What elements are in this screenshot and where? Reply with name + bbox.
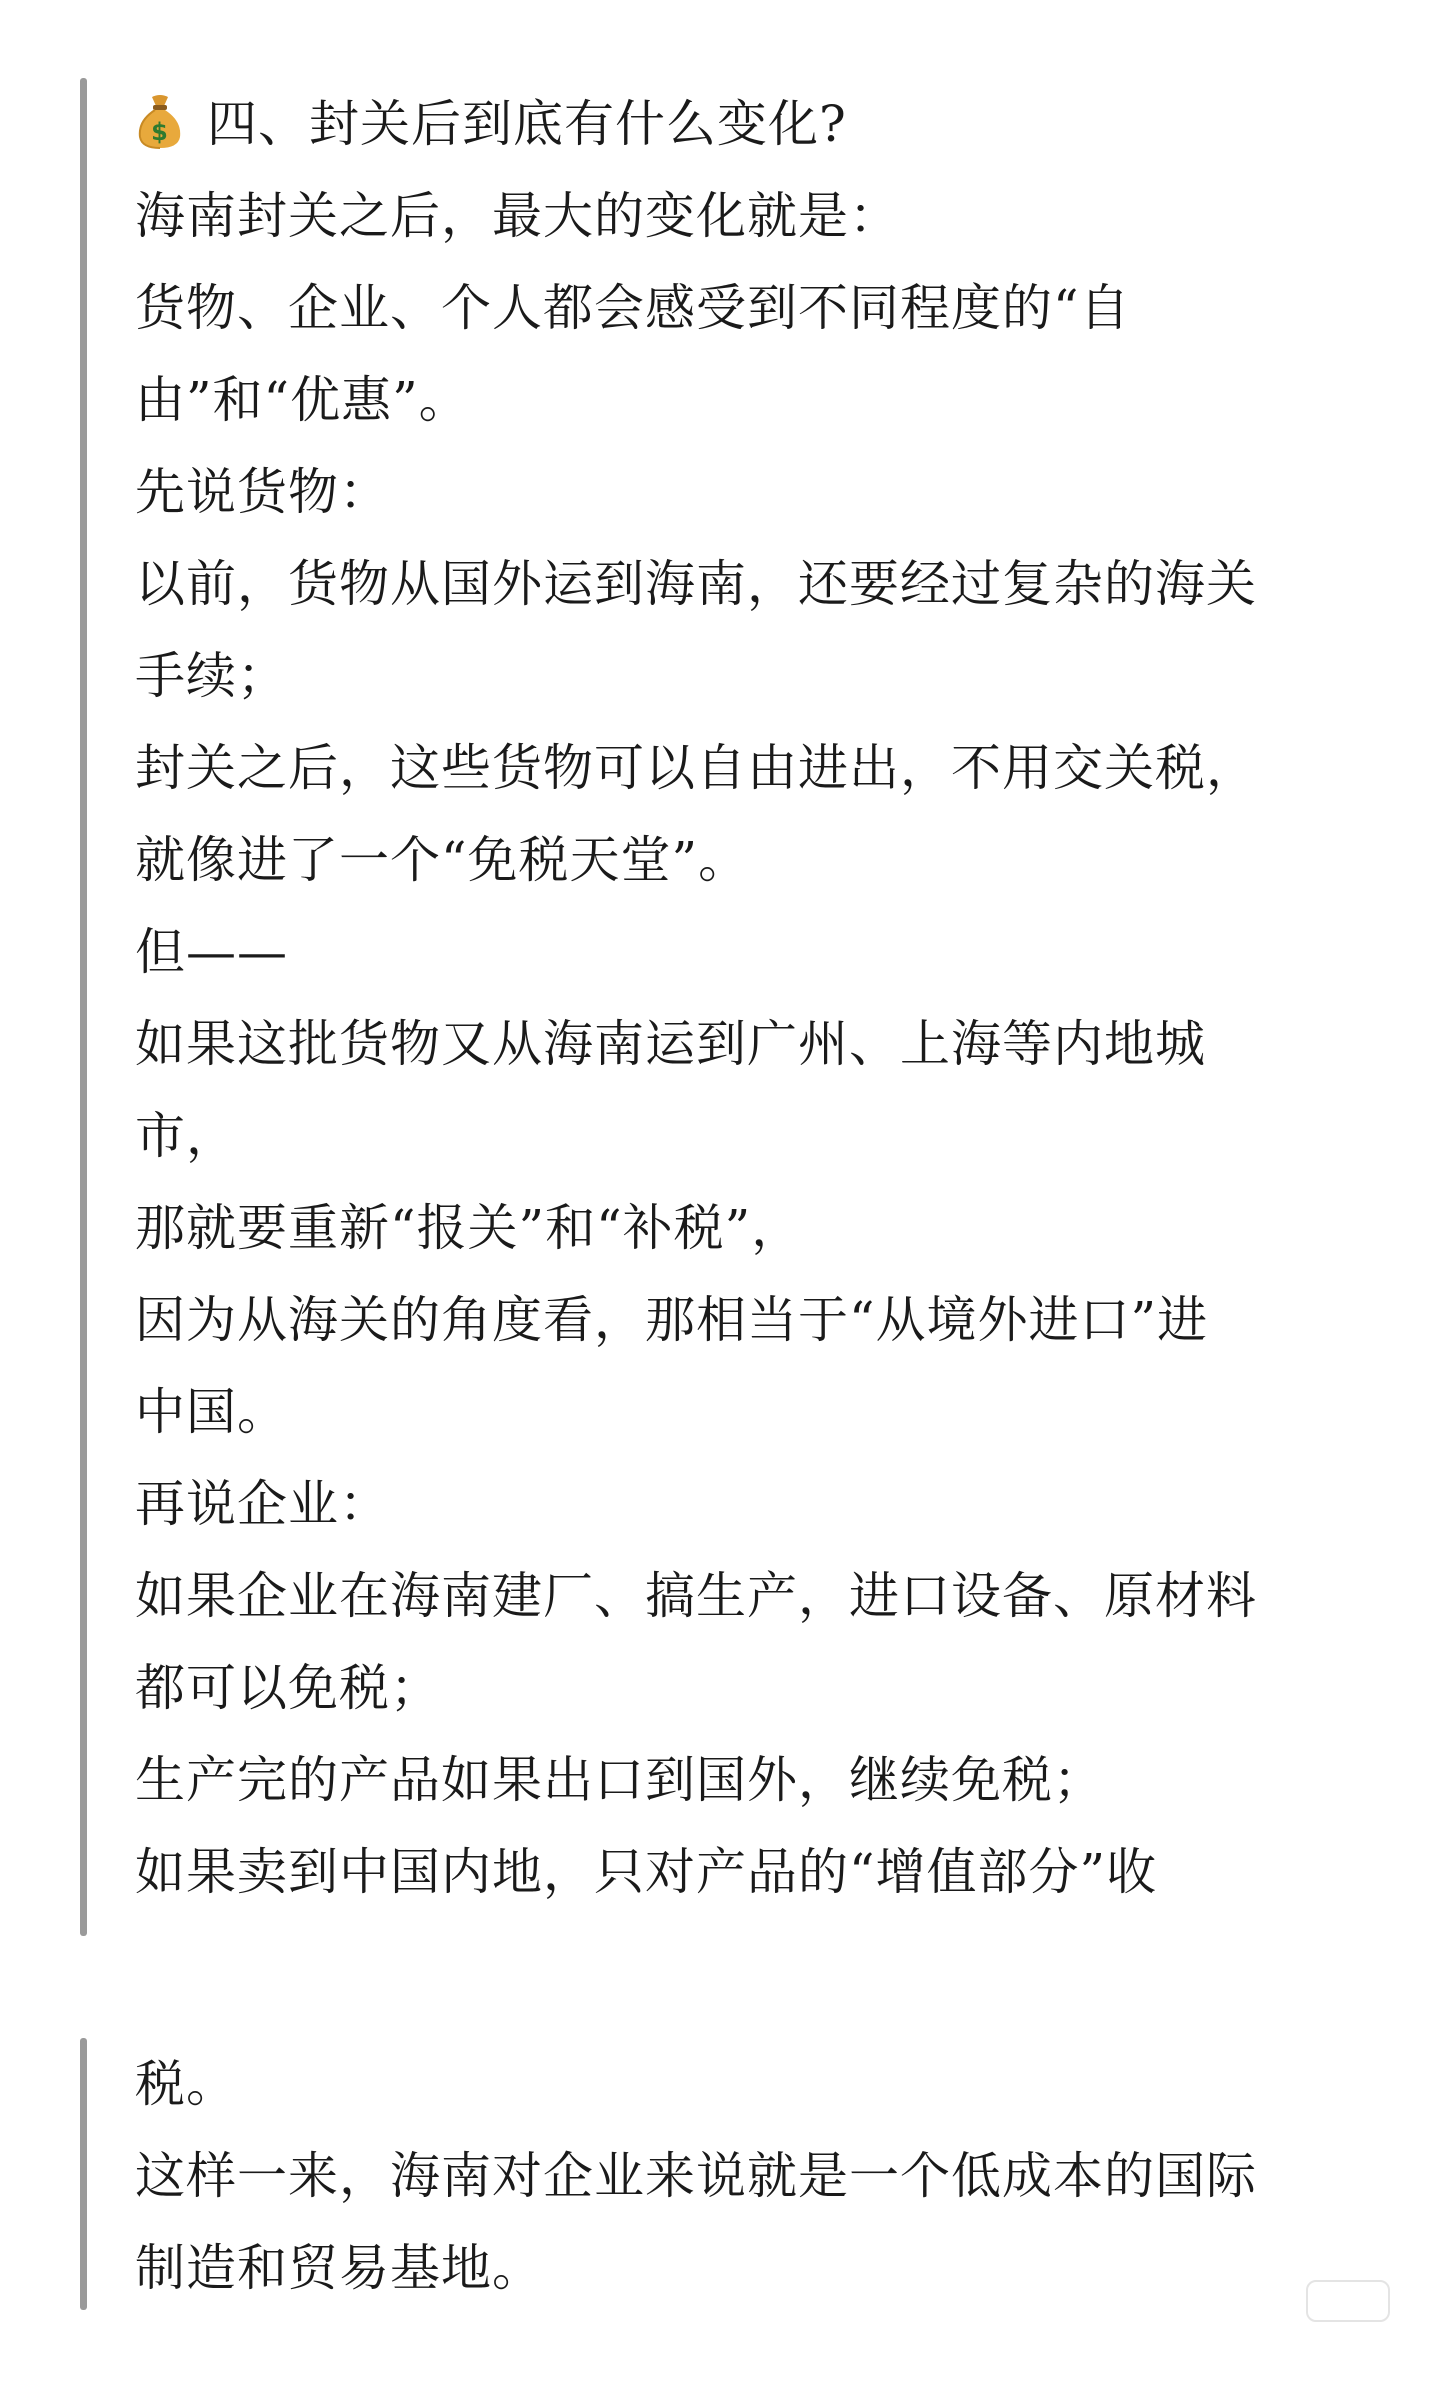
text-line: 由”和“优惠”。: [135, 371, 470, 429]
quote-lines: [135, 2038, 1380, 2314]
text-line: 生产完的产品如果出口到国外，继续免税；: [135, 1751, 1104, 1809]
text-line: 都可以免税；: [135, 1659, 441, 1717]
text-line: 货物、企业、个人都会感受到不同程度的“自: [135, 279, 1131, 337]
text-line: 税。: [135, 2055, 237, 2113]
text-line: 手续；: [135, 647, 288, 705]
text-line: 再说企业：: [135, 1475, 390, 1533]
text-line: 如果这批货物又从海南运到广州、上海等内地城: [135, 1015, 1206, 1073]
heading-line: [135, 78, 1380, 170]
text-line: 因为从海关的角度看，那相当于“从境外进口”进: [135, 1291, 1209, 1349]
text-line: 海南封关之后，最大的变化就是：: [135, 187, 900, 245]
quote-bar: [80, 78, 87, 1936]
text-line: 中国。: [135, 1383, 288, 1441]
svg-text:$: $: [151, 118, 169, 146]
text-line: 但——: [135, 923, 288, 981]
money-bag-icon: [135, 93, 185, 149]
text-line: 先说货物：: [135, 463, 390, 521]
heading-text: 四、封关后到底有什么变化?: [207, 95, 847, 153]
quote-lines: [135, 78, 1380, 1918]
text-line: 如果企业在海南建厂、搞生产，进口设备、原材料: [135, 1567, 1257, 1625]
watermark: [1200, 2280, 1390, 2360]
text-line: 那就要重新“报关”和“补税”，: [135, 1199, 803, 1257]
text-line: 封关之后，这些货物可以自由进出，不用交关税，: [135, 739, 1257, 797]
text-line: 就像进了一个“免税天堂”。: [135, 831, 750, 889]
text-line: 制造和贸易基地。: [135, 2239, 543, 2297]
quote-bar: [80, 2038, 87, 2310]
text-line: 市，: [135, 1107, 237, 1165]
quote-block-2: [80, 2038, 1380, 2310]
text-line: 这样一来，海南对企业来说就是一个低成本的国际: [135, 2147, 1257, 2205]
quote-block-1: [80, 78, 1380, 1936]
watermark-badge-icon: [1306, 2280, 1390, 2322]
text-line: 以前，货物从国外运到海南，还要经过复杂的海关: [135, 555, 1257, 613]
text-line: 如果卖到中国内地，只对产品的“增值部分”收: [135, 1843, 1158, 1901]
